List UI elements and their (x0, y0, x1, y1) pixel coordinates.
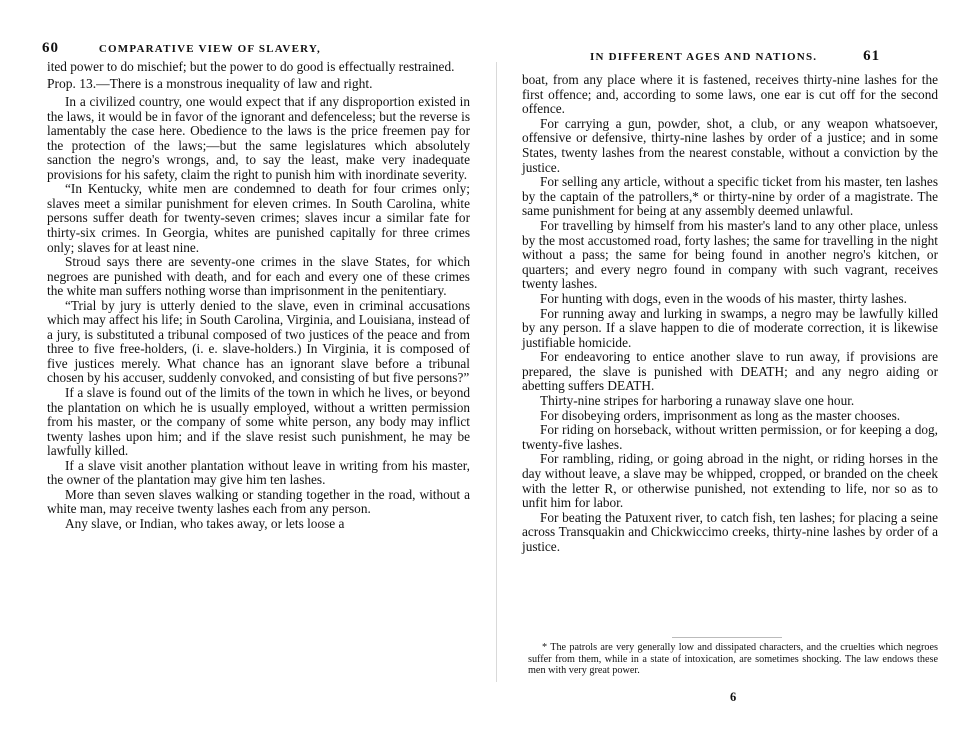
paragraph: For beating the Patuxent river, to catch fish, ten lashes; for placing a seine across Transquakin and Chickwiccimo creeks, thirty-nine lashes by order of a justice. (522, 509, 938, 554)
paragraph: boat, from any place where it is fastened, receives thirty-nine lashes for the first offence; and, according to some laws, one ear is cut off for the second offence. (522, 72, 938, 117)
paragraph: Thirty-nine stripes for harboring a runaway slave one hour. (540, 393, 855, 409)
left-running-head: COMPARATIVE VIEW OF SLAVERY, (98, 43, 321, 55)
paragraph: For hunting with dogs, even in the woods of his master, thirty lashes. (540, 290, 907, 306)
paragraph: For selling any article, without a specific ticket from his master, ten lashes by the captain of the patrollers,* or thirty-nine by order of a magistrate. The same punishment for being at any assembly deemed unlawful. (522, 174, 938, 219)
paragraph: For rambling, riding, or going abroad in the night, or riding horses in the day without leave, a slave may be whipped, cropped, or branded on the cheek with the letter R, or otherwise punished, not extending to life, nor so as to unfit him for labor. (522, 451, 938, 511)
paragraph: For carrying a gun, powder, shot, a club, or any weapon whatsoever, offensive or defensive, thirty-nine lashes by order of a justice; and in some States, twenty lashes from the nearest constable, without a conviction by the justice. (522, 115, 938, 175)
gutter-divider (496, 62, 497, 682)
paragraph: For endeavoring to entice another slave to run away, if provisions are prepared, the slave is punished with DEATH; and any negro aiding or abetting suffers DEATH. (522, 349, 938, 394)
paragraph: For disobeying orders, imprisonment as long as the master chooses. (540, 407, 901, 423)
right-running-head: IN DIFFERENT AGES AND NATIONS. (590, 51, 818, 63)
paragraph: “In Kentucky, white men are condemned to death for four crimes only; slaves meet a similar punishment for eleven crimes. In South Carolina, white persons suffer death for twenty-seven crimes; slaves incur a similar fate for thirty-six crimes. In Georgia, whites are punished capitally for three crimes only; slaves for at least nine. (47, 181, 470, 255)
paragraph: In a civilized country, one would expect that if any disproportion existed in the laws, it would be in favor of the ignorant and defenceless; but the reverse is lamentably the case here. Obedience to the laws is the price freemen pay for the protection of the laws;—but the same legislatures which absolutely sanction the negro's wrongs, and, to say the least, make very inadequate provisions for his safety, claim the right to punish him with inordinate severity. (47, 94, 470, 182)
paragraph: More than seven slaves walking or standing together in the road, without a white man, may receive twenty lashes each from any person. (47, 486, 470, 517)
paragraph: ited power to do mischief; but the power to do good is effectually restrained. (47, 59, 455, 74)
footnote (528, 642, 938, 677)
proposition-heading: Prop. 13.—There is a monstrous inequality of law and right. (47, 75, 373, 91)
paragraph: Stroud says there are seventy-one crimes in the slave States, for which negroes are punished with death, and for each and every one of these crimes the white man suffers nothing worse than imprisonment in the penitentiary. (47, 254, 470, 299)
paragraph: If a slave visit another plantation without leave in writing from his master, the owner of the plantation may give him ten lashes. (47, 457, 470, 488)
footnote-rule (672, 637, 782, 638)
footnote-text: * The patrols are very generally low and dissipated characters, and the cruelties which negroes suffer from them, while in a state of intoxication, are sometimes shocking. The law endows these men with very great power. (528, 642, 938, 677)
left-page-body (47, 60, 470, 532)
signature-mark: 6 (730, 690, 737, 704)
left-page-number: 60 (42, 40, 59, 56)
right-page-number: 61 (863, 48, 881, 64)
paragraph: Any slave, or Indian, who takes away, or lets loose a (65, 515, 345, 531)
right-page-body (522, 73, 938, 555)
paragraph: For travelling by himself from his master's land to any other place, unless by the most accustomed road, forty lashes; the same for travelling in the night without a pass; the same for being found in another negro's kitchen, or quarters; and every negro found in company with such vagrant, receives twenty lashes. (522, 217, 938, 292)
paragraph: For running away and lurking in swamps, a negro may be lawfully killed by any person. If a slave happen to die of moderate correction, it is likewise justifiable homicide. (522, 305, 938, 350)
left-page-header (42, 40, 321, 57)
paragraph: “Trial by jury is utterly denied to the slave, even in criminal accusations which may affect his life; in South Carolina, Virginia, and Louisiana, instead of a jury, is substituted a tribunal composed of two justices of the peace and from three to five free-holders, (i. e. slave-holders.) In Virginia, it is composed of five justices merely. What chance has an ignorant slave before a tribunal chosen by his accuser, suddenly convoked, and consisting of but five persons?” (47, 297, 470, 386)
right-page-header (590, 48, 880, 65)
paragraph: If a slave is found out of the limits of the town in which he lives, or beyond the plantation on which he is usually employed, without a written permission from his master, or the company of some white person, any body may inflict twenty lashes upon him; and if the slave resist such punishment, he may be lawfully killed. (47, 385, 470, 459)
paragraph: For riding on horseback, without written permission, or for keeping a dog, twenty-five lashes. (522, 422, 938, 452)
